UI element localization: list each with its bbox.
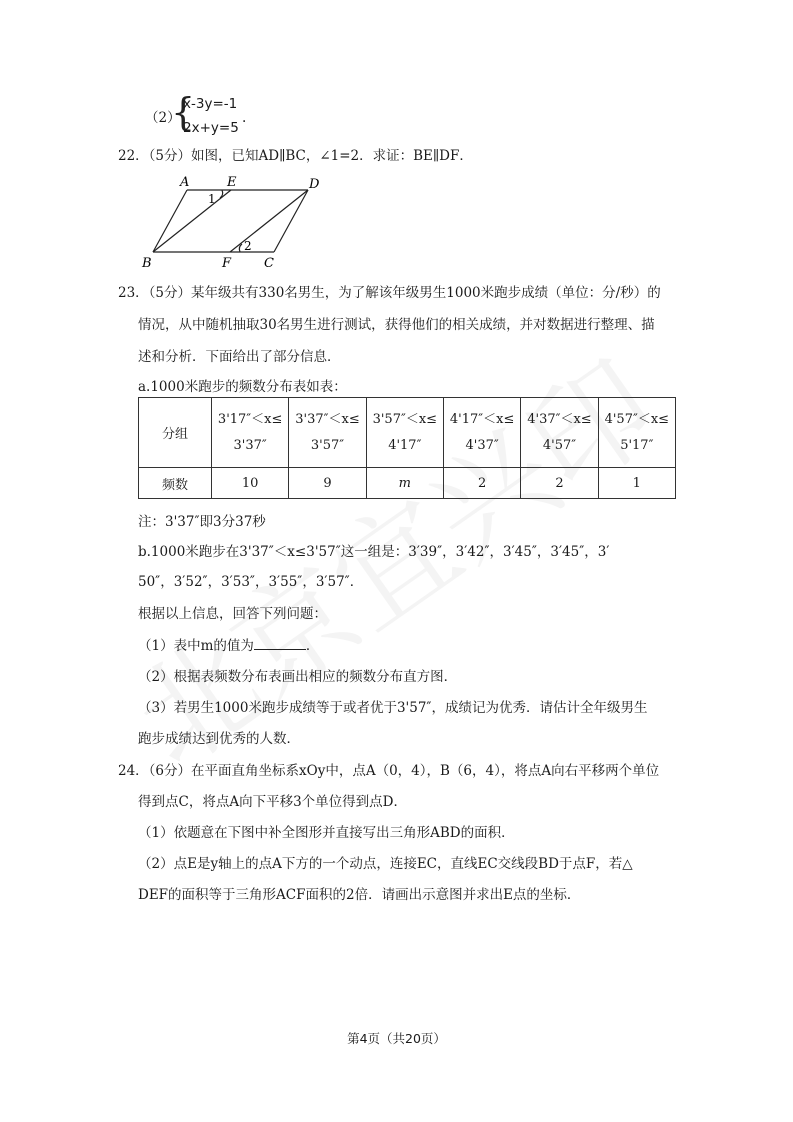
table-freq-cell: 2 (521, 468, 598, 499)
q23-q1-end: ． (305, 638, 320, 654)
group-bottom: 4'37″ (465, 437, 499, 453)
angle-1-label: 1 (208, 192, 216, 206)
label-C: C (264, 256, 274, 270)
q24-question2-line2: DEF的面积等于三角形ACF面积的2倍．请画出示意图并求出E点的坐标． (138, 887, 581, 903)
label-D: D (309, 177, 320, 192)
group-bottom: 3'57″ (310, 437, 345, 453)
frequency-table (138, 397, 676, 499)
table-freq-cell: 9 (289, 468, 366, 499)
group-top: 3'37″＜x≤ (295, 411, 360, 427)
q21-part2-label: （2） (145, 110, 181, 126)
system-brace: { (171, 90, 196, 134)
q23-q1-text: （1）表中m的值为 (138, 638, 254, 654)
page-footer: 第4页（共20页） (347, 1031, 446, 1046)
q21-eq1: x-3y=-1 (183, 96, 238, 112)
q21-period: . (242, 110, 247, 126)
table-row-header-freq: 频数 (139, 468, 212, 499)
group-top: 3'57″＜x≤ (372, 411, 438, 427)
table-group-cell (443, 398, 520, 468)
table-group-cell (521, 398, 598, 468)
q23-b-line2: 50″，3′52″，3′53″，3′55″，3′57″． (138, 574, 364, 590)
q23-question3-line2: 跑步成绩达到优秀的人数． (138, 731, 300, 747)
table-group-cell (289, 398, 366, 468)
group-bottom: 3'37″ (233, 437, 267, 453)
label-F: F (222, 256, 232, 270)
q23-intro: 根据以上信息，回答下列问题： (138, 606, 327, 622)
group-bottom: 5'17″ (620, 437, 654, 453)
table-group-cell (366, 398, 443, 468)
q23-line3: 述和分析．下面给出了部分信息． (138, 349, 341, 365)
table-freq-cell: 10 (212, 468, 289, 499)
q23-question1 (138, 634, 319, 654)
q21-eq2: 2x+y=5 (183, 120, 239, 136)
group-top: 3'17″＜x≤ (217, 411, 283, 427)
q24-question1: （1）依题意在下图中补全图形并直接写出三角形ABD的面积． (138, 825, 515, 841)
q23-question3-line1: （3）若男生1000米跑步成绩等于或者优于3'57″，成绩记为优秀．请估计全年级男生 (138, 700, 648, 716)
group-top: 4'37″＜x≤ (527, 411, 592, 427)
q23-b-line1: b.1000米跑步在3'37″＜x≤3'57″这一组是：3′39″，3′42″，3′45″，3′45″，3′ (138, 544, 610, 560)
label-E: E (227, 175, 237, 190)
table-group-cell (212, 398, 289, 468)
group-top: 4'57″＜x≤ (604, 411, 670, 427)
q23-line1: 23．（5分）某年级共有330名男生，为了解该年级男生1000米跑步成绩（单位：分/秒）的 (118, 285, 661, 301)
q22-parallelogram-figure (138, 170, 328, 270)
q22-text: 22．（5分）如图，已知AD∥BC，∠1=2．求证：BE∥DF． (118, 148, 473, 164)
table-freq-cell: m (366, 468, 443, 499)
q23-line2: 情况，从中随机抽取30名男生进行测试，获得他们的相关成绩，并对数据进行整理、描 (138, 317, 655, 333)
q23-question2: （2）根据表频数分布表画出相应的频数分布直方图． (138, 669, 458, 685)
q24-line2: 得到点C，将点A向下平移3个单位得到点D． (138, 794, 407, 810)
label-B: B (142, 256, 152, 270)
group-top: 4'17″＜x≤ (449, 411, 515, 427)
q23-a-label: a.1000米跑步的频数分布表如表： (138, 379, 347, 395)
group-bottom: 4'57″ (542, 437, 577, 453)
table-row-header-group: 分组 (139, 398, 212, 468)
table-freq-cell: 1 (598, 468, 675, 499)
angle-2-label: 2 (244, 239, 252, 253)
q24-question2-line1: （2）点E是y轴上的点A下方的一个动点，连接EC，直线EC交线段BD于点F，若△ (138, 856, 633, 872)
q23-note: 注：3'37″即3分37秒 (138, 514, 266, 530)
answer-blank[interactable] (254, 637, 306, 650)
q24-line1: 24．（6分）在平面直角坐标系xOy中，点A（0，4），B（6，4），将点A向右平移两个单位 (118, 763, 660, 779)
label-A: A (180, 175, 190, 190)
table-group-cell (598, 398, 675, 468)
group-bottom: 4'17″ (388, 437, 422, 453)
table-freq-cell: 2 (443, 468, 520, 499)
